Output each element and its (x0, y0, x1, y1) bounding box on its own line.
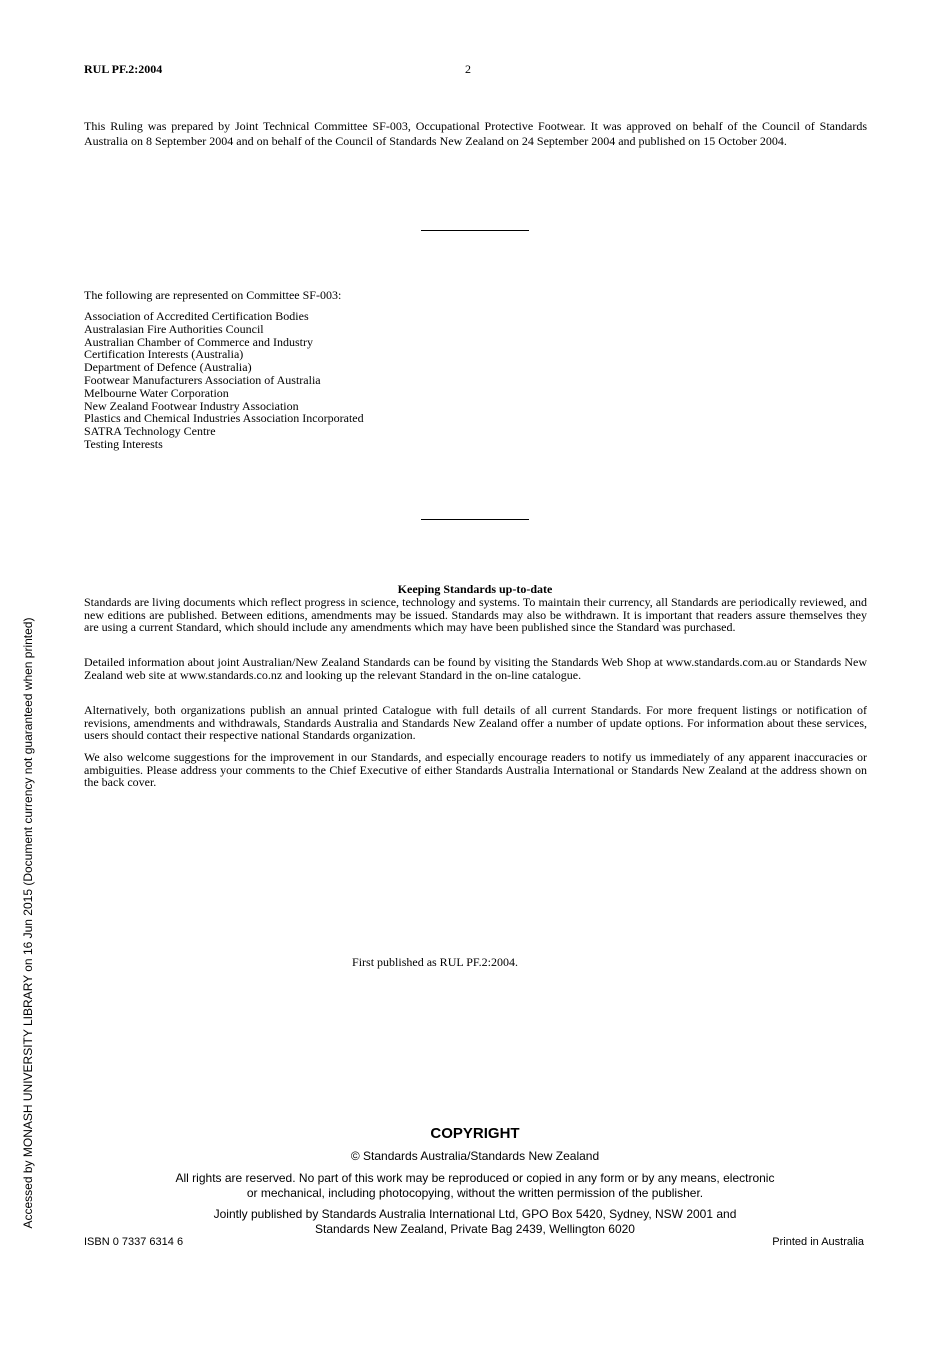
divider-rule (421, 519, 529, 520)
publisher-line: Standards New Zealand, Private Bag 2439, Wellington 6020 (315, 1221, 635, 1236)
copyright-holder: © Standards Australia/Standards New Zealand (350, 1149, 600, 1163)
committee-member: Department of Defence (Australia) (84, 360, 252, 375)
committee-member: Australasian Fire Authorities Council (84, 321, 264, 336)
committee-member: SATRA Technology Centre (84, 424, 216, 439)
isbn: ISBN 0 7337 6314 6 (84, 1236, 184, 1248)
committee-member: Australian Chamber of Commerce and Industry (84, 334, 313, 349)
rights-statement (0, 1171, 950, 1201)
copyright-heading: COPYRIGHT (430, 1125, 520, 1142)
page-number: 2 (465, 62, 471, 76)
access-watermark: Accessed by MONASH UNIVERSITY LIBRARY on 16 Jun 2015 (Document currency not guaranteed when printed) (21, 617, 35, 1229)
committee-member: Footwear Manufacturers Association of Australia (84, 372, 321, 387)
rights-line: or mechanical, including photocopying, without the written permission of the publisher. (246, 1186, 704, 1200)
paragraph: We also welcome suggestions for the improvement in our Standards, and especially encourage readers to notify us immediately of any apparent inaccuracies or ambiguities. Please address your comments to the Chief Executive of either Standards Australia International or Standards New Zealand at the address shown on the back cover. (84, 750, 867, 790)
committee-member: Association of Accredited Certification Bodies (84, 309, 309, 323)
divider-rule (421, 230, 529, 231)
rights-line: All rights are reserved. No part of this work may be reproduced or copied in any form or by any means, electronic (175, 1171, 775, 1185)
committee-member: Plastics and Chemical Industries Association Incorporated (84, 411, 364, 426)
paragraph: Standards are living documents which reflect progress in science, technology and systems. To maintain their currency, all Standards are periodically reviewed, and new editions are published. Between editions, amendments may be issued. Standards may also be withdrawn. It is important that readers assure themselves they are using a current Standard, which should include any amendments which may have been published since the Standard was purchased. (84, 595, 867, 635)
first-published-note: First published as RUL PF.2:2004. (352, 955, 518, 969)
section-title: Keeping Standards up-to-date (397, 582, 553, 596)
publisher-statement (0, 1207, 950, 1236)
committee-member: Melbourne Water Corporation (84, 385, 229, 400)
committee-member-list (84, 310, 364, 451)
preparation-note: This Ruling was prepared by Joint Technical Committee SF-003, Occupational Protective Footwear. It was approved on behalf of the Council of Standards Australia on 8 September 2004 and on behalf of the Council of Standards New Zealand on 24 September 2004 and published on 15 October 2004. (84, 119, 867, 148)
printed-in: Printed in Australia (772, 1236, 864, 1248)
paragraph: Alternatively, both organizations publish an annual printed Catalogue with full details of all current Standards. For more frequent listings or notification of revisions, amendments and withdrawals, Standards Australia and Standards New Zealand offer a number of update options. For information about these services, users should contact their respective national Standards organization. (84, 703, 867, 743)
committee-member: Testing Interests (84, 436, 163, 451)
document-id: RUL PF.2:2004 (84, 62, 163, 76)
committee-intro: The following are represented on Committee SF-003: (84, 288, 342, 302)
publisher-line: Jointly published by Standards Australia International Ltd, GPO Box 5420, Sydney, NSW 2001 and (213, 1207, 737, 1221)
paragraph: Detailed information about joint Australian/New Zealand Standards can be found by visiting the Standards Web Shop at www.standards.com.au or Standards New Zealand web site at www.standards.co.nz and looking up the relevant Standard in the on-line catalogue. (84, 655, 867, 682)
committee-member: New Zealand Footwear Industry Association (84, 398, 299, 413)
committee-member: Certification Interests (Australia) (84, 347, 244, 362)
